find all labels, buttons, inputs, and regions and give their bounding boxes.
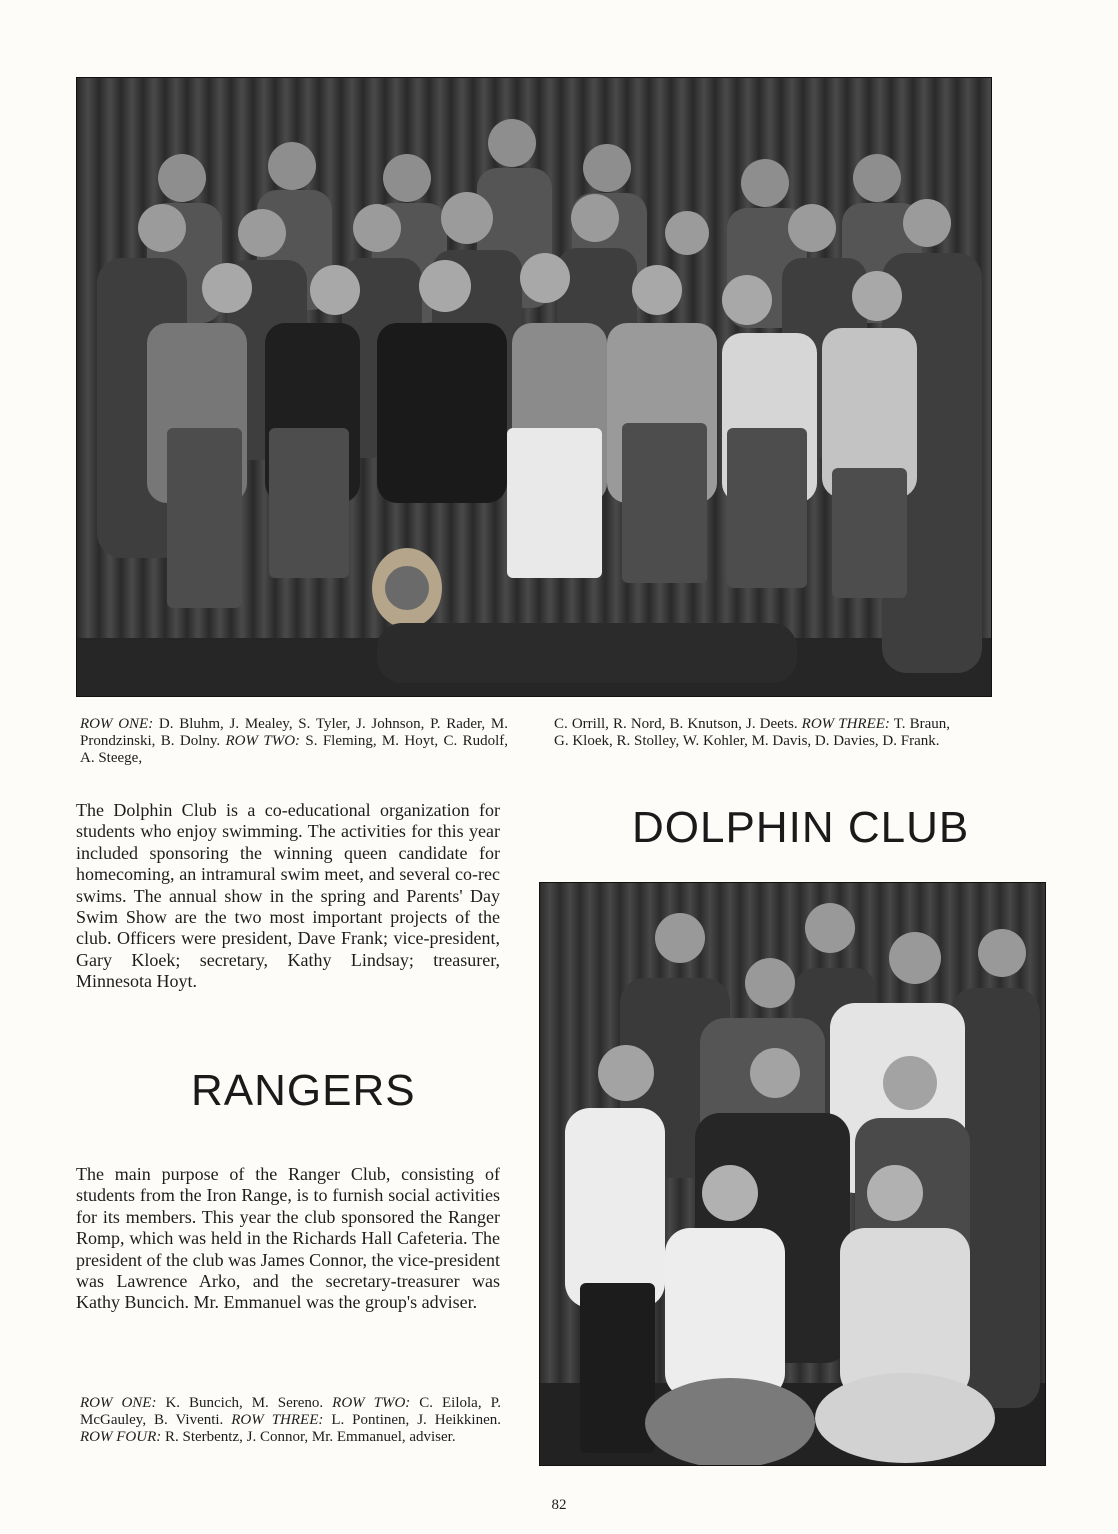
rangers-photo-illustration — [540, 883, 1045, 1465]
dolphin-club-photo — [76, 77, 992, 697]
dolphin-caption-right — [554, 716, 950, 750]
caption-row-names: K. Buncich, M. Sereno. — [156, 1395, 333, 1411]
caption-row-names: C. Orrill, R. Nord, B. Knutson, J. Deets. — [554, 716, 802, 732]
rangers-caption — [80, 1395, 501, 1446]
caption-row-names: C. Eilola, P. McGauley, B. Viventi. — [80, 1395, 501, 1428]
caption-row-names: S. Fleming, M. Hoyt, C. Rudolf, A. Steege, — [80, 733, 509, 766]
dolphin-photo-illustration — [77, 78, 991, 696]
rangers-description: The main purpose of the Ranger Club, consisting of students from the Iron Range, is to furnish social activities for its members. This year the club sponsored the Ranger Romp, which was held in the Richards Hall Cafeteria. The president of the club was James Connor, the vice-president was Lawrence Arko, and the secretary-treasurer was Kathy Buncich. Mr. Emmanuel was the group's adviser. — [76, 1164, 500, 1313]
dolphin-club-title: DOLPHIN CLUB — [632, 803, 970, 852]
dolphin-caption-left — [80, 716, 508, 767]
rangers-title: RANGERS — [191, 1066, 416, 1115]
caption-row-label: ROW ONE: — [80, 1395, 157, 1411]
caption-row-label: ROW TWO: — [225, 733, 301, 749]
caption-row-names: D. Bluhm, J. Mealey, S. Tyler, J. Johnson, P. Rader, M. Prondzinski, B. Dolny. — [80, 716, 508, 749]
rangers-photo — [539, 882, 1046, 1466]
caption-row-label: ROW THREE: — [801, 716, 890, 732]
caption-row-names: T. Braun, G. Kloek, R. Stolley, W. Kohler, M. Davis, D. Davies, D. Frank. — [554, 716, 950, 749]
caption-row-label: ROW ONE: — [80, 716, 154, 732]
page-number: 82 — [551, 1497, 567, 1513]
caption-row-names: L. Pontinen, J. Heikkinen. — [323, 1412, 501, 1428]
caption-row-label: ROW TWO: — [332, 1395, 411, 1411]
dolphin-club-description: The Dolphin Club is a co-educational organization for students who enjoy swimming. The activities for this year included sponsoring the winning queen candidate for homecoming, an intramural swim meet, and several co-rec swims. The annual show in the spring and Parents' Day Swim Show are the two most important projects of the club. Officers were president, Dave Frank; vice-president, Gary Kloek; secretary, Kathy Lindsay; treasurer, Minnesota Hoyt. — [76, 800, 500, 992]
caption-row-label: ROW FOUR: — [80, 1429, 162, 1445]
caption-row-names: R. Sterbentz, J. Connor, Mr. Emmanuel, adviser. — [161, 1429, 456, 1445]
caption-row-label: ROW THREE: — [231, 1412, 324, 1428]
